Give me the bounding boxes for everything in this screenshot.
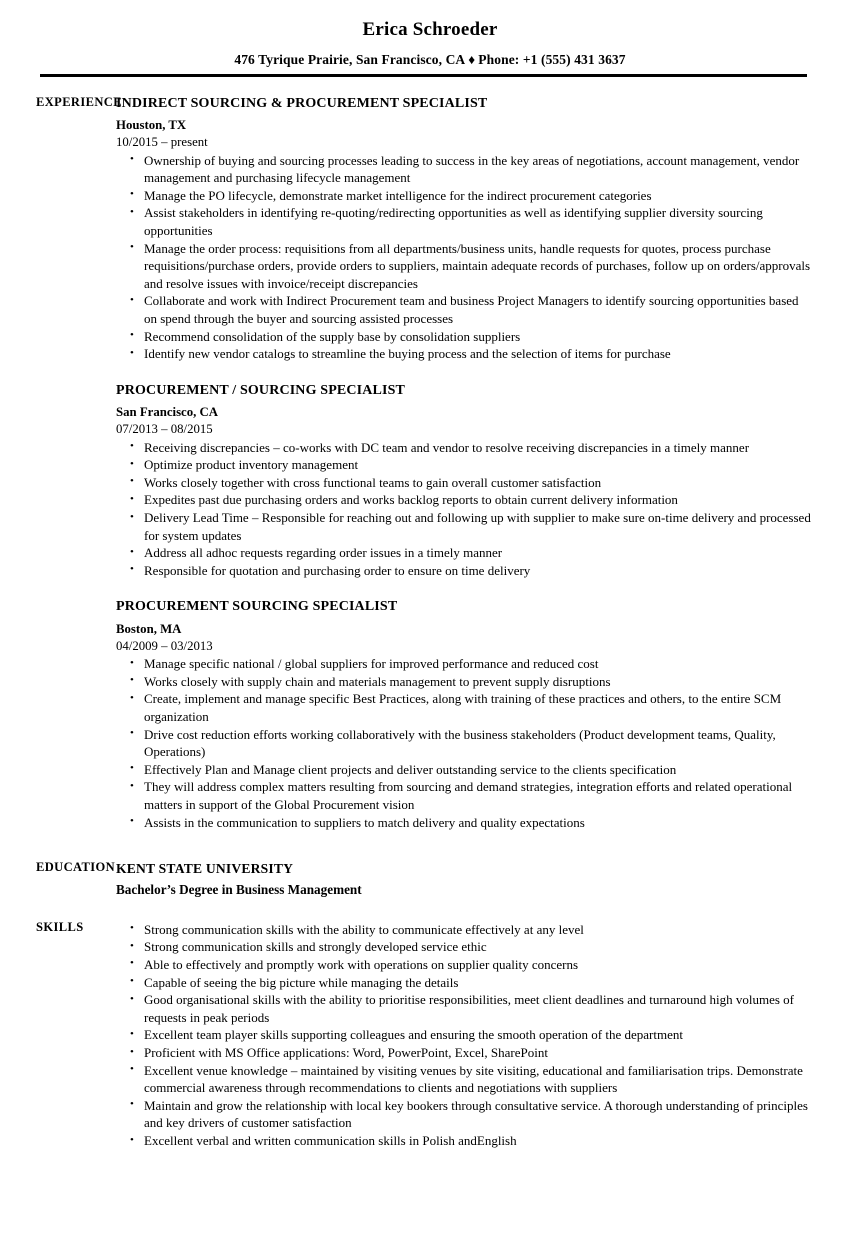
- job-bullet: • Responsible for quotation and purchasing order to ensure on time delivery: [116, 562, 812, 580]
- skill-bullet: • Excellent verbal and written communication skills in Polish andEnglish: [116, 1132, 812, 1150]
- job-bullet-list: [116, 439, 812, 580]
- job-bullet: • Ownership of buying and sourcing processes leading to success in the key areas of negotiations, account management, vendor management and purchasing lifecycle management: [116, 152, 812, 187]
- skill-bullet: • Able to effectively and promptly work with operations on supplier quality concerns: [116, 956, 812, 974]
- job-bullet: • Works closely with supply chain and materials management to prevent supply disruptions: [116, 673, 812, 691]
- job-bullet: • Assist stakeholders in identifying re-quoting/redirecting opportunities as well as identifying supplier diversity sourcing opportunities: [116, 204, 812, 239]
- experience-section-label: EXPERIENCE: [36, 94, 122, 109]
- job-location: Houston, TX: [116, 118, 187, 133]
- job-bullet: • Recommend consolidation of the supply base by consolidation suppliers: [116, 328, 812, 346]
- job-bullet: • Create, implement and manage specific Best Practices, along with training of these practices and others, to the entire SCM organization: [116, 690, 812, 725]
- job-bullet-list: [116, 152, 812, 363]
- skill-bullet: • Good organisational skills with the ability to prioritise responsibilities, meet client deadlines and turnaround high volumes of requests in peak periods: [116, 991, 812, 1026]
- job-bullet: • Expedites past due purchasing orders and works backlog reports to obtain current delivery information: [116, 491, 812, 509]
- skills-bullet-list: [116, 921, 812, 1150]
- job-bullet: • Effectively Plan and Manage client projects and deliver outstanding service to the clients specification: [116, 761, 812, 779]
- experience-entry: [116, 598, 812, 831]
- experience-section: [0, 95, 860, 833]
- diamond-separator-icon: ♦: [468, 51, 476, 67]
- job-dates: 10/2015 – present: [116, 134, 208, 149]
- education-entries: [116, 860, 860, 898]
- job-location: Boston, MA: [116, 621, 182, 636]
- job-title: PROCUREMENT SOURCING SPECIALIST: [116, 599, 398, 615]
- job-bullet: • Identify new vendor catalogs to streamline the buying process and the selection of items for purchase: [116, 345, 812, 363]
- job-bullet: • Manage the PO lifecycle, demonstrate market intelligence for the indirect procurement categories: [116, 187, 812, 205]
- skills-section-label: SKILLS: [36, 919, 84, 934]
- job-title: PROCUREMENT / SOURCING SPECIALIST: [116, 382, 406, 398]
- experience-entries: [116, 95, 860, 833]
- education-section: [0, 860, 860, 898]
- job-bullet: • Optimize product inventory management: [116, 456, 812, 474]
- job-dates: 04/2009 – 03/2013: [116, 638, 213, 653]
- skill-bullet: • Strong communication skills with the ability to communicate effectively at any level: [116, 921, 812, 939]
- job-bullet: • Drive cost reduction efforts working collaboratively with the business stakeholders (Product development teams, Quality, Operations): [116, 726, 812, 761]
- skill-bullet: • Excellent venue knowledge – maintained by visiting venues by site visiting, educational and familiarisation trips. Demonstrate commercial awareness through recommendations to clients and negotiations with suppliers: [116, 1062, 812, 1097]
- job-bullet: • Collaborate and work with Indirect Procurement team and business Project Managers to identify sourcing opportunities based on spend through the buyer and sourcing assisted processes: [116, 292, 812, 327]
- job-title: INDIRECT SOURCING & PROCUREMENT SPECIALIST: [116, 95, 488, 111]
- skill-bullet: • Excellent team player skills supporting colleagues and ensuring the smooth operation of the department: [116, 1026, 812, 1044]
- candidate-contact-line: [0, 52, 860, 68]
- skill-bullet: • Capable of seeing the big picture while managing the details: [116, 974, 812, 992]
- job-bullet: • Address all adhoc requests regarding order issues in a timely manner: [116, 544, 812, 562]
- job-bullet: • Assists in the communication to suppliers to match delivery and quality expectations: [116, 814, 812, 832]
- education-section-label: EDUCATION: [36, 860, 116, 875]
- job-bullet: • Works closely together with cross functional teams to gain overall customer satisfaction: [116, 474, 812, 492]
- job-dates: 07/2013 – 08/2015: [116, 421, 213, 436]
- job-bullet: • They will address complex matters resulting from sourcing and demand strategies, integration efforts and related operational matters in support of the Global Procurement vision: [116, 778, 812, 813]
- candidate-name: Erica Schroeder: [362, 19, 498, 40]
- education-school: KENT STATE UNIVERSITY: [116, 861, 294, 877]
- candidate-phone: Phone: +1 (555) 431 3637: [478, 51, 626, 67]
- education-degree: Bachelor’s Degree in Business Management: [116, 881, 362, 897]
- job-bullet: • Manage the order process: requisitions from all departments/business units, handle requests for quotes, process purchase requisitions/purchase orders, provide orders to suppliers, maintain adequate records of purchases, follow up on orders/approvals and resolve issues with invoice/receipt discrepancies: [116, 240, 812, 293]
- skill-bullet: • Proficient with MS Office applications: Word, PowerPoint, Excel, SharePoint: [116, 1044, 812, 1062]
- job-location: San Francisco, CA: [116, 405, 219, 420]
- skills-section: [0, 920, 860, 1150]
- resume-header: [0, 0, 860, 77]
- experience-entry: [116, 95, 812, 363]
- skill-bullet: • Maintain and grow the relationship with local key bookers through consultative service. A thorough understanding of principles and key drivers of customer satisfaction: [116, 1097, 812, 1132]
- job-bullet: • Receiving discrepancies – co-works with DC team and vendor to resolve receiving discrepancies in a timely manner: [116, 439, 812, 457]
- candidate-address: 476 Tyrique Prairie, San Francisco, CA: [234, 51, 466, 67]
- job-bullet: • Delivery Lead Time – Responsible for reaching out and following up with supplier to make sure on-time delivery and processed for system updates: [116, 509, 812, 544]
- skill-bullet: • Strong communication skills and strongly developed service ethic: [116, 938, 812, 956]
- skills-entries: [116, 920, 860, 1150]
- experience-entry: [116, 382, 812, 580]
- job-bullet-list: [116, 655, 812, 831]
- job-bullet: • Manage specific national / global suppliers for improved performance and reduced cost: [116, 655, 812, 673]
